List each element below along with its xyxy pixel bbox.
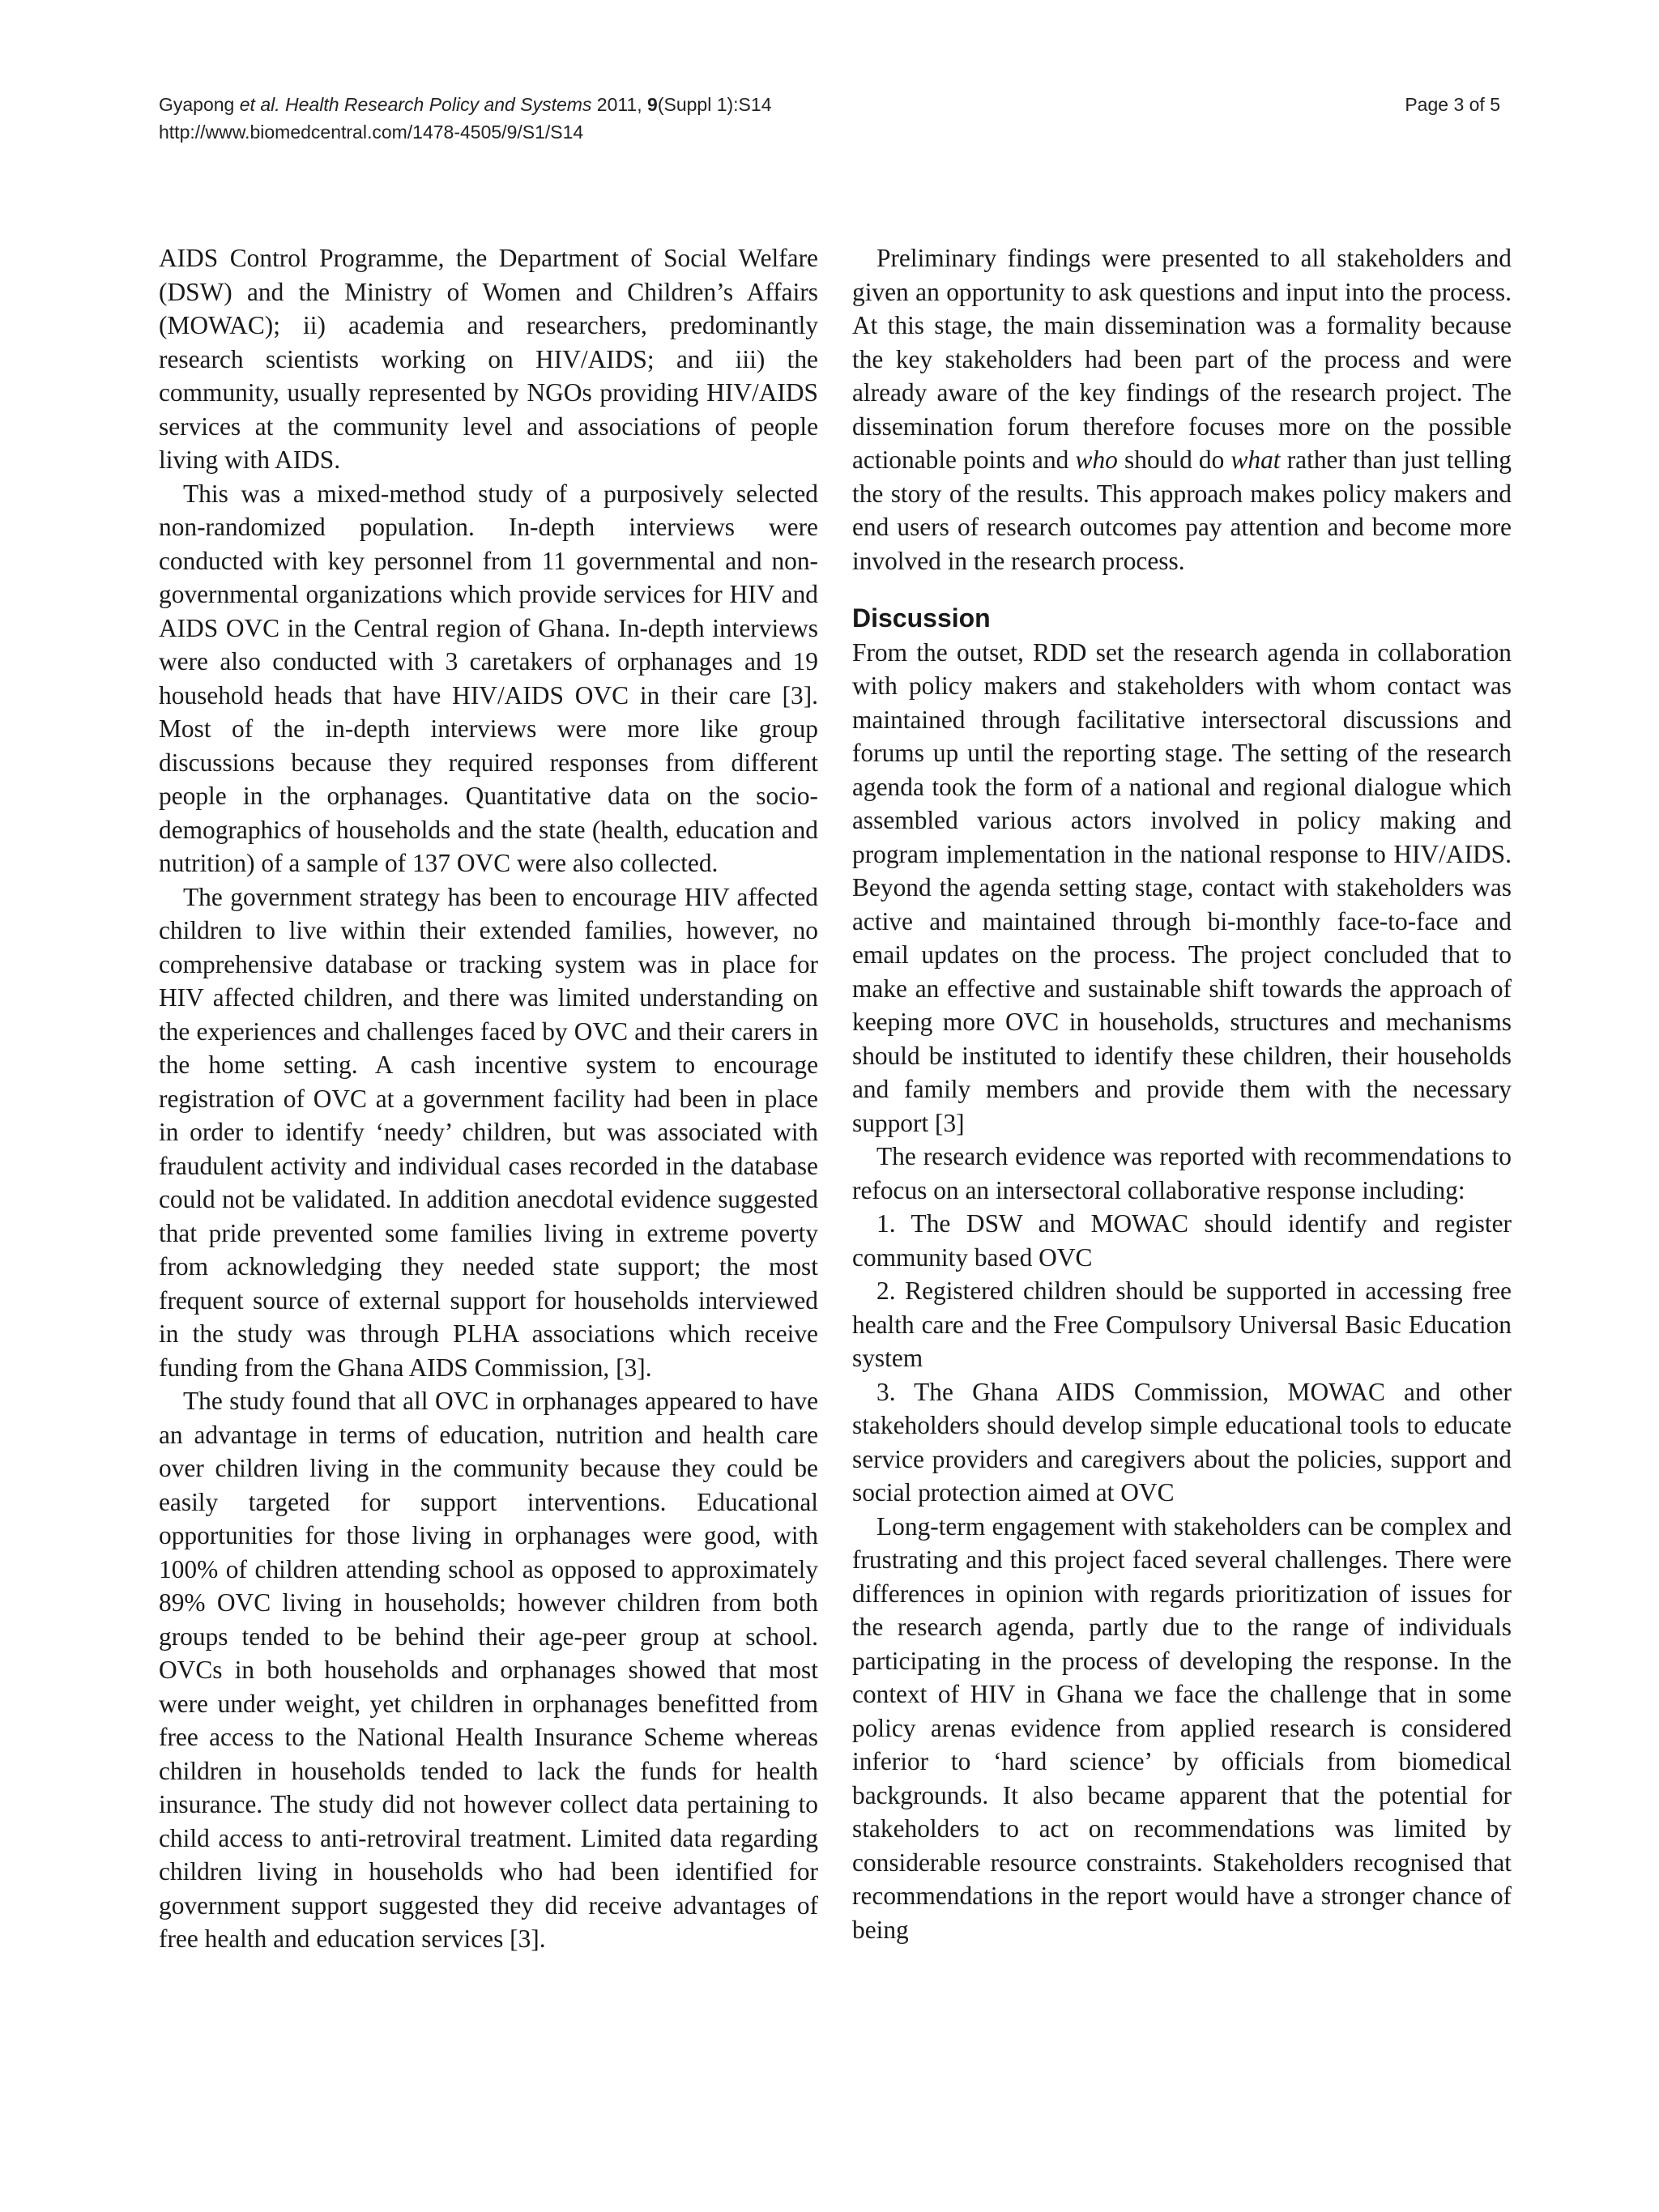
- recommendation-item-2: 2. Registered children should be supported in accessing free health care and the Free Compulsory Universal Basic Education system: [852, 1276, 1512, 1372]
- header-url[interactable]: http://www.biomedcentral.com/1478-4505/9/S1/S14: [159, 121, 584, 143]
- header-issue: (Suppl 1):S14: [657, 94, 772, 115]
- right-paragraph-4: Long-term engagement with stakeholders can be complex and frustrating and this project faced several challenges. There were differences in opinion with regards prioritization of issues for the research agenda, partly due to the range of individuals participating in the process of developing the response. In the context of HIV in Ghana we face the challenge that in some policy arenas evidence from applied research is considered inferior to ‘hard science’ by officials from biomedical backgrounds. It also became apparent that the potential for stakeholders to act on recommendations was limited by considerable resource constraints. Stakeholders recognised that recommendations in the report would have a stronger chance of being: [852, 1511, 1512, 1944]
- right-column: [852, 241, 1512, 1946]
- section-heading-discussion: Discussion: [852, 603, 991, 633]
- header-journal: Health Research Policy and Systems: [285, 94, 592, 115]
- running-header: [159, 91, 771, 146]
- citation-line: [159, 91, 771, 118]
- left-paragraph-3: The government strategy has been to encourage HIV affected children to live within their extended families, however, no comprehensive database or tracking system was in place for HIV affected children, and there was limited understanding on the experiences and challenges faced by OVC and their carers in the home setting. A cash incentive system to encourage registration of OVC at a government facility had been in place in order to identify ‘needy’ children, but was associated with fraudulent activity and individual cases recorded in the database could not be validated. In addition anecdotal evidence suggested that pride prevented some families living in extreme poverty from acknowledging they needed state support; the most frequent source of external support for households interviewed in the study was through PLHA associations which receive funding from the Ghana AIDS Commission, [3].: [159, 882, 818, 1382]
- emphasis-who: who: [1075, 445, 1118, 474]
- left-paragraph-1: AIDS Control Programme, the Department of Social Welfare (DSW) and the Ministry of Women and Children’s Affairs (MOWAC); ii) academia and researchers, predominantly research scientists working on HIV/AIDS; and iii) the community, usually represented by NGOs providing HIV/AIDS services at the community level and associations of people living with AIDS.: [159, 244, 818, 474]
- left-paragraph-2: This was a mixed-method study of a purposively selected non-randomized population. In-depth interviews were conducted with key personnel from 11 governmental and non-governmental organizations which provide services for HIV and AIDS OVC in the Central region of Ghana. In-depth interviews were also conducted with 3 caretakers of orphanages and 19 household heads that have HIV/AIDS OVC in their care [3]. Most of the in-depth interviews were more like group discussions because they required responses from different people in the orphanages. Quantitative data on the socio-demographics of households and the state (health, education and nutrition) of a sample of 137 OVC were also collected.: [159, 479, 818, 877]
- header-volume: 9: [647, 94, 658, 115]
- recommendation-item-1: 1. The DSW and MOWAC should identify and register community based OVC: [852, 1209, 1512, 1272]
- right-paragraph-1-text-c: rather than just telling the story of the results. This approach makes policy makers and end users of research outcomes pay attention and become more involved in the research process.: [852, 445, 1512, 575]
- right-paragraph-2: From the outset, RDD set the research agenda in collaboration with policy makers and stakeholders with whom contact was maintained through facilitative intersectoral discussions and forums up until the reporting stage. The setting of the research agenda took the form of a national and regional dialogue which assembled various actors involved in policy making and program implementation in the national response to HIV/AIDS. Beyond the agenda setting stage, contact with stakeholders was active and maintained through bi-monthly face-to-face and email updates on the process. The project concluded that to make an effective and sustainable shift towards the approach of keeping more OVC in households, structures and mechanisms should be instituted to identify these children, their households and family members and provide them with the necessary support [3]: [852, 637, 1512, 1137]
- header-authors: Gyapong: [159, 94, 235, 115]
- left-paragraph-4: The study found that all OVC in orphanages appeared to have an advantage in terms of education, nutrition and health care over children living in the community because they could be easily targeted for support interventions. Educational opportunities for those living in orphanages were good, with 100% of children attending school as opposed to approximately 89% OVC living in households; however children from both groups tended to be behind their age-peer group at school. OVCs in both households and orphanages showed that most were under weight, yet children in orphanages benefitted from free access to the National Health Insurance Scheme whereas children in households tended to lack the funds for health insurance. The study did not however collect data pertaining to child access to anti-retroviral treatment. Limited data regarding children living in households who had been identified for government support suggested they did receive advantages of free health and education services [3].: [159, 1387, 818, 1953]
- right-paragraph-1-text-a: Preliminary findings were presented to all stakeholders and given an opportunity to ask questions and input into the process. At this stage, the main dissemination was a formality because the key stakeholders had been part of the process and were already aware of the key findings of the research project. The dissemination forum therefore focuses more on the possible actionable points and: [852, 244, 1512, 474]
- left-column: [159, 241, 818, 1956]
- emphasis-what: what: [1230, 445, 1281, 474]
- right-paragraph-3: The research evidence was reported with recommendations to refocus on an intersectoral collaborative response including:: [852, 1142, 1512, 1204]
- right-paragraph-1: [852, 241, 1512, 578]
- right-paragraph-1-text-b: should do: [1117, 445, 1231, 474]
- header-etal: et al.: [239, 94, 280, 115]
- recommendation-item-3: 3. The Ghana AIDS Commission, MOWAC and other stakeholders should develop simple educational tools to educate service providers and caregivers about the policies, support and social protection aimed at OVC: [852, 1377, 1512, 1507]
- header-year: 2011,: [596, 94, 642, 115]
- page-number: Page 3 of 5: [1405, 94, 1500, 115]
